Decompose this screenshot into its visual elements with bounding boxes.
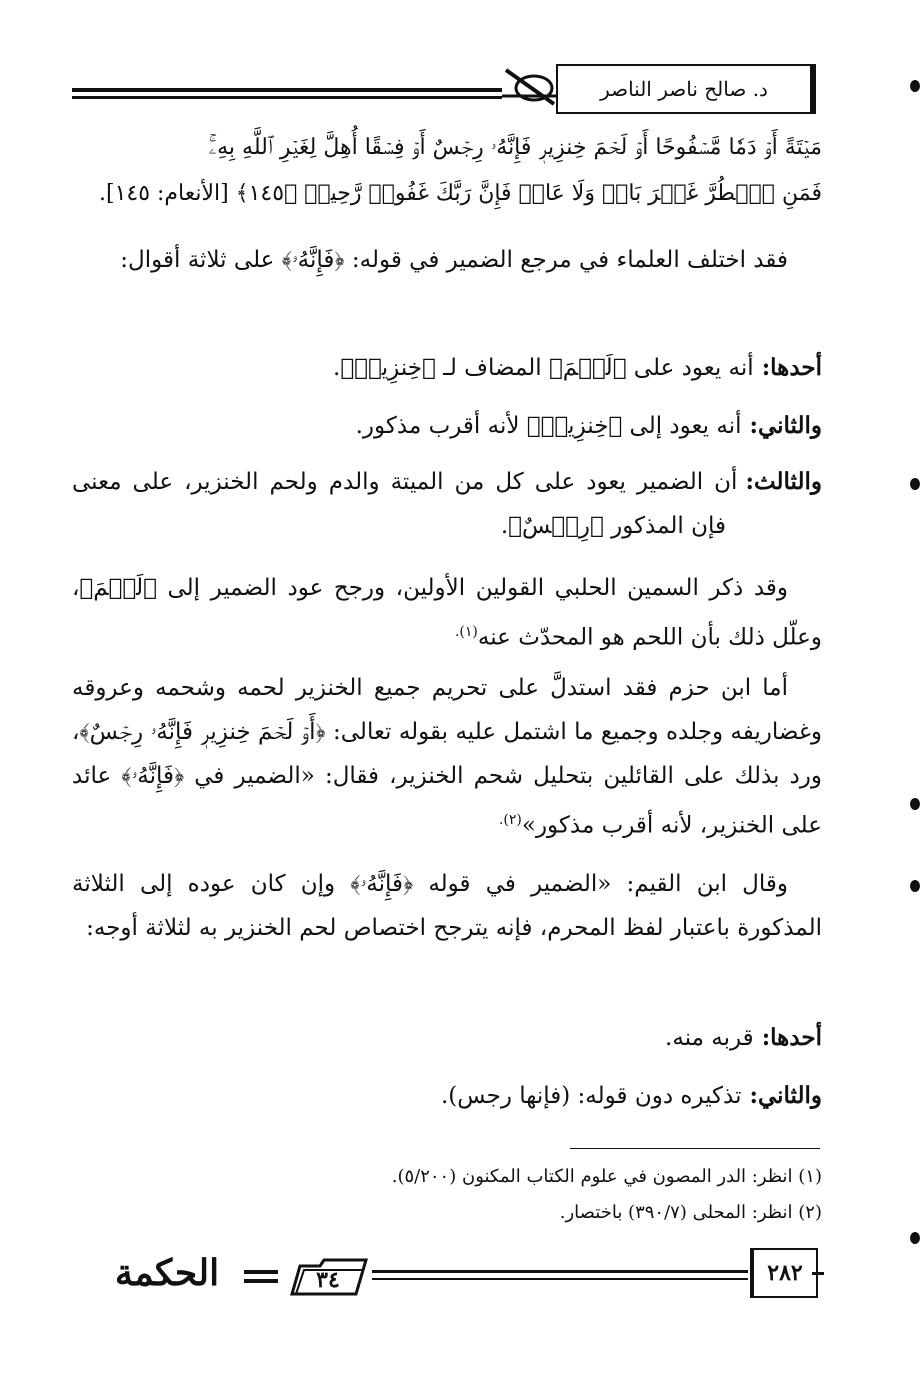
issue-number: ٣٤ [316, 1267, 340, 1293]
aspect-1 [72, 1016, 822, 1060]
paragraph-sameen [72, 566, 822, 660]
aspect-2-text: تذكيره دون قوله: (فإنها رجس). [441, 1083, 742, 1109]
opinion-1-text: أنه يعود على ﴿لَحۡمَ﴾ المضاف لـ ﴿خِنزِيرٖ﴾. [333, 355, 754, 381]
quran-verse-line-1: مَيۡتَةً أَوۡ دَمٗا مَّسۡفُوحًا أَوۡ لَحۡمَ خِنزِيرٖ فَإِنَّهُۥ رِجۡسٌ أَوۡ فِسۡقًا أُهِلَّ لِغَيۡرِ ٱللَّهِ بِهِۦۚ [208, 135, 822, 160]
paragraph-ibn-hazm-text: أما ابن حزم فقد استدلَّ على تحريم جميع الخنزير لحمه وشحمه وعروقه وغضاريفه وجلده وجميع ما اشتمل عليه بقوله تعالى: ﴿أَوۡ لَحۡمَ خِنزِيرٖ فَإِنَّهُۥ رِجۡسٌ﴾، ورد بذلك على القائلين بتحليل شحم الخنزير، فقال: «الضمير في ﴿فَإِنَّهُۥ﴾ عائد على الخنزير، لأنه أقرب مذكور» [72, 675, 822, 839]
opinion-3-text: أن الضمير يعود على كل من الميتة والدم ولحم الخنزير، على معنى فإن المذكور ﴿رِجۡسٌ﴾. [72, 469, 738, 539]
opinion-2 [72, 404, 822, 448]
pen-emblem-icon [500, 66, 558, 106]
aspect-2 [72, 1074, 822, 1118]
aspect-1-label: أحدها: [761, 1024, 822, 1051]
opinion-2-text: أنه يعود إلى ﴿خِنزِيرٖ﴾ لأنه أقرب مذكور. [355, 413, 742, 439]
footnote-ref-1[interactable]: (١). [454, 624, 478, 640]
paragraph-intro: فقد اختلف العلماء في مرجع الضمير في قوله: ﴿فَإِنَّهُۥ﴾ على ثلاثة أقوال: [120, 247, 788, 273]
opinion-3-label: والثالث: [745, 468, 822, 495]
footer-rule-top [372, 1270, 748, 1273]
binding-mark [910, 880, 920, 892]
binding-mark [910, 80, 920, 92]
quran-verse-line-2: فَمَنِ ٱضۡطُرَّ غَيۡرَ بَاغٖ وَلَا عَادٖ فَإِنَّ رَبَّكَ غَفُورٞ رَّحِيمٞ ﴿١٤٥﴾ [الأنعام: ١٤٥]. [98, 181, 822, 206]
journal-logo: الحكمة [114, 1252, 220, 1294]
footer-double-dash [244, 1270, 278, 1284]
paragraph-sameen-text: وقد ذكر السمين الحلبي القولين الأولين، ورجح عود الضمير إلى ﴿لَحۡمَ﴾، وعلّل ذلك بأن اللحم هو المحدّث عنه [72, 575, 822, 651]
running-header-author: د. صالح ناصر الناصر [556, 64, 816, 114]
header-rule [72, 88, 502, 100]
paragraph-ibn-qayyim: وقال ابن القيم: «الضمير في قوله ﴿فَإِنَّهُۥ﴾ وإن كان عوده إلى الثلاثة المذكورة باعتبار لفظ المحرم، فإنه يترجح اختصاص لحم الخنزير به لثلاثة أوجه: [72, 871, 822, 941]
binding-mark [910, 1232, 920, 1244]
paragraph-ibn-hazm [72, 666, 822, 848]
footnote-2: (٢) انظر: المحلى (٣٩٠/٧) باختصار. [559, 1202, 822, 1223]
page-number: ٢٨٢ [750, 1248, 818, 1298]
opinion-1 [72, 346, 822, 390]
binding-mark [910, 798, 920, 810]
opinion-1-label: أحدها: [761, 354, 822, 381]
opinion-3 [72, 460, 822, 548]
footer-rule-bottom [372, 1278, 748, 1280]
binding-mark [910, 478, 920, 490]
footnote-1: (١) انظر: الدر المصون في علوم الكتاب المكنون (٥/٢٠٠). [391, 1166, 822, 1187]
aspect-2-label: والثاني: [749, 1082, 822, 1109]
opinion-2-label: والثاني: [749, 412, 822, 439]
aspect-1-text: قربه منه. [665, 1025, 754, 1051]
footnote-ref-2[interactable]: (٢). [498, 812, 522, 828]
footer-rule-end [812, 1272, 824, 1275]
footnote-separator [570, 1148, 820, 1149]
